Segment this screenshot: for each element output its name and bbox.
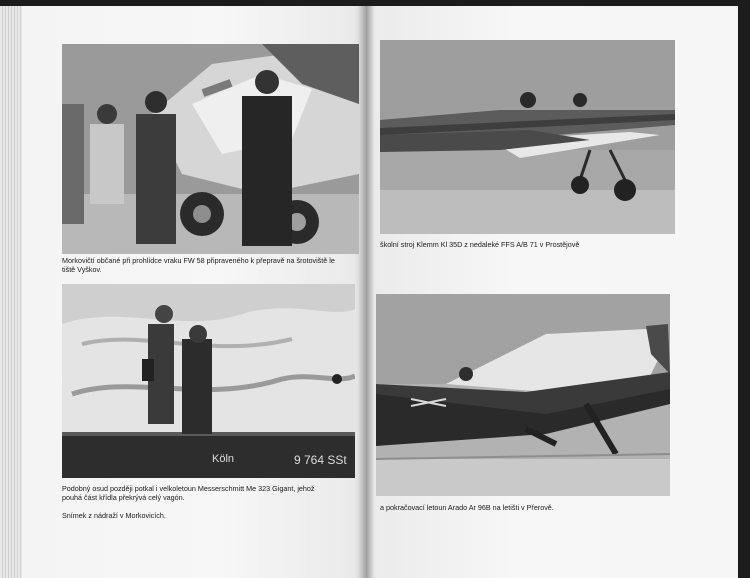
photo-wreck-crowd [62,44,359,254]
caption-wreck-line1: Morkovičtí občané při prohlídce vraku FW 58 připraveného k přepravě na šrotoviště le [62,256,335,265]
wagon-marking-left: Köln [212,453,235,465]
caption-klemm: školní stroj Klemm Kl 35D z nedaleké FFS A/B 71 v Prostějově [380,240,580,249]
photo-klemm-kl35d [380,40,675,234]
photo-railway-wagon [62,284,355,478]
photo-arado-ar96b [376,294,670,496]
page-edges [0,6,22,578]
book-spine [358,6,374,578]
wagon-marking-right: 9 764 SSt [294,453,347,467]
caption-wreck-line2: tiště Vyškov. [62,265,102,274]
caption-arado: a pokračovací letoun Arado Ar 96B na letišti v Přerově. [380,503,554,512]
caption-photo-source: Snímek z nádraží v Morkovicích. [62,511,166,520]
caption-wagon-line2: pouhá část křídla překrývá celý vagón. [62,493,185,502]
caption-wagon-line1: Podobný osud později potkal i velkoletoun Messerschmitt Me 323 Gigant, jehož [62,484,315,493]
